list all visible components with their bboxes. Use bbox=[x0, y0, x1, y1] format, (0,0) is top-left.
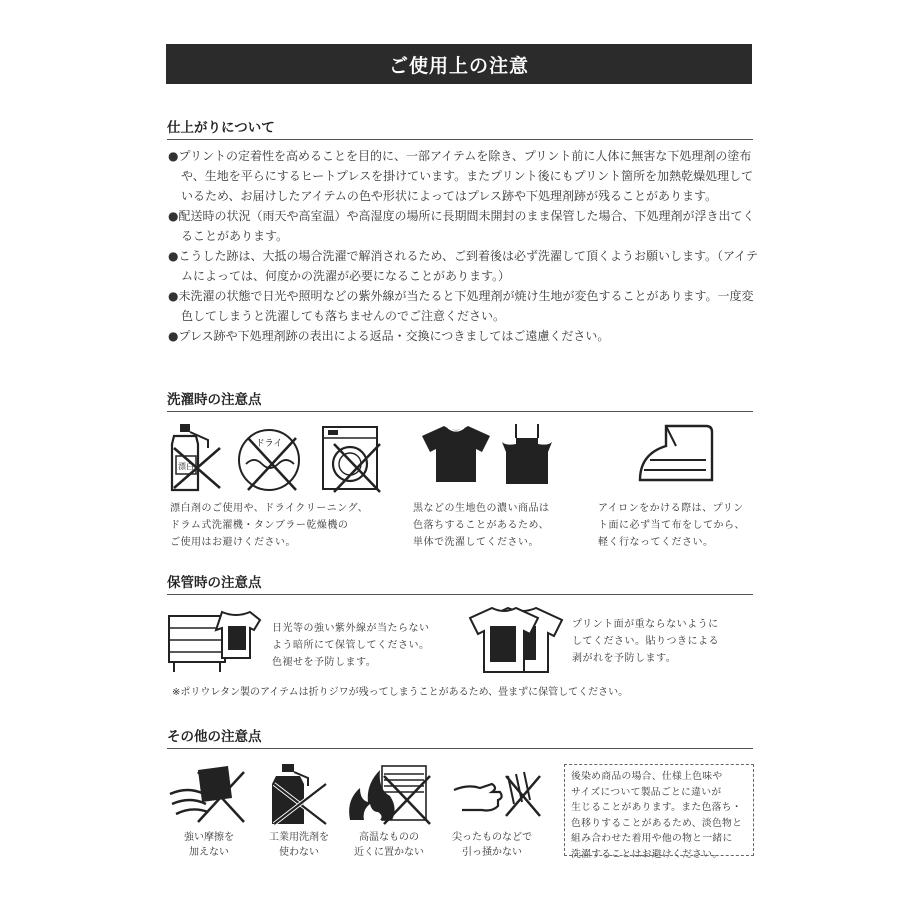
label-line: 尖ったものなどで bbox=[452, 832, 532, 843]
caption-line: ご使用はお避けください。 bbox=[170, 537, 296, 548]
finish-note-4: ●未洗濯の状態で日光や照明などの紫外線が当たると下処理剤が焼け生地が変色することがあります。一度変色してしまうと洗濯しても落ちませんのでご注意ください。 bbox=[168, 289, 754, 323]
finish-note-1: ●プリントの定着性を高めることを目的に、一部アイテムを除き、プリント前に人体に無害な下処理剤の塗布や、生地を平らにするヒートプレスを掛けています。またプリント後にもプリント箇所を加熱乾燥処理しているため、お届けしたアイテムの色や形状によってはプレス跡や下処理剤跡が残ることがあります。 bbox=[168, 149, 754, 203]
dark-tshirt-icon bbox=[422, 424, 492, 484]
finish-note-2: ●配送時の状況（雨天や高室温）や高湿度の場所に長期間未開封のまま保管した場合、下処理剤が浮き出てくることがあります。 bbox=[168, 209, 755, 243]
box-line: サイズについて製品ごとに違いが bbox=[571, 786, 722, 798]
caption-line: ドラム式洗濯機・タンブラー乾燥機の bbox=[170, 520, 349, 531]
dye-note-box bbox=[564, 764, 754, 860]
caption-line: 剥がれを予防します。 bbox=[572, 653, 677, 664]
label-line: 近くに置かない bbox=[354, 847, 424, 858]
other-label-4 bbox=[442, 830, 542, 860]
caption-line: 軽く行なってください。 bbox=[598, 537, 714, 548]
label-line: 加えない bbox=[189, 847, 229, 858]
dark-apron-icon bbox=[498, 422, 556, 486]
storage-note: ※ポリウレタン製のアイテムは折りジワが残ってしまうことがあるため、畳まずに保管してください。 bbox=[172, 687, 629, 698]
label-line: 工業用洗剤を bbox=[269, 832, 329, 843]
separate-shirts-icon bbox=[470, 604, 566, 674]
no-heat-icon bbox=[346, 764, 430, 826]
caption-line: プリント面が重ならないように bbox=[572, 619, 719, 630]
section-heading-washing: 洗濯時の注意点 bbox=[167, 388, 753, 412]
washing-caption-2 bbox=[413, 500, 550, 551]
other-label-3 bbox=[344, 830, 434, 860]
caption-line: アイロンをかける際は、プリン bbox=[598, 503, 744, 514]
box-line: 組み合わせた着用や他の物と一緒に bbox=[571, 833, 733, 844]
section-heading-storage: 保管時の注意点 bbox=[167, 571, 753, 595]
storage-caption-2 bbox=[572, 616, 719, 667]
page-title: ご使用上の注意 bbox=[166, 44, 752, 84]
finish-note-5: ●プレス跡や下処理剤跡の表出による返品・交換につきましてはご遠慮ください。 bbox=[168, 329, 610, 343]
section-heading-other: その他の注意点 bbox=[167, 725, 753, 749]
no-friction-icon bbox=[168, 764, 246, 824]
label-line: 使わない bbox=[279, 847, 319, 858]
box-line: 色移りすることがあるため、淡色物と bbox=[571, 817, 743, 829]
caption-line: してください。貼りつきによる bbox=[572, 636, 719, 647]
washing-caption-1 bbox=[170, 500, 368, 551]
section-heading-finish: 仕上がりについて bbox=[167, 116, 753, 140]
no-drum-washer-icon bbox=[320, 424, 384, 494]
bleach-tag-label: 漂白 bbox=[178, 462, 194, 471]
iron-icon bbox=[636, 422, 720, 486]
caption-line: ト面に必ず当て布をしてから、 bbox=[598, 520, 745, 531]
caption-line: よう暗所にて保管してください。 bbox=[272, 640, 430, 651]
dry-tag-label: ドライ bbox=[255, 439, 283, 449]
box-line: 生じることがあります。また色落ち・ bbox=[571, 802, 742, 813]
finish-note-3: ●こうした跡は、大抵の場合洗濯で解消されるため、ご到着後は必ず洗濯して頂くようお願いします。（アイテムによっては、何度かの洗濯が必要になることがあります。） bbox=[168, 249, 758, 283]
finish-notes bbox=[168, 146, 758, 346]
box-line: 洗濯することはお避けください。 bbox=[571, 848, 723, 860]
caption-line: 漂白剤のご使用や、ドライクリーニング、 bbox=[170, 503, 369, 514]
caption-line: 単体で洗濯してください。 bbox=[413, 537, 539, 548]
other-label-1 bbox=[164, 830, 254, 860]
washing-caption-3 bbox=[598, 500, 745, 551]
dresser-storage-icon bbox=[166, 608, 262, 674]
caption-line: 色褪せを予防します。 bbox=[272, 657, 377, 668]
label-line: 高温なものの bbox=[359, 832, 419, 843]
label-line: 強い摩擦を bbox=[184, 832, 234, 843]
caption-line: 日光等の強い紫外線が当たらない bbox=[272, 623, 430, 634]
box-line: 後染め商品の場合、仕様上色味や bbox=[571, 771, 723, 782]
storage-caption-1 bbox=[272, 620, 430, 671]
caption-line: 黒などの生地色の濃い商品は bbox=[413, 503, 550, 514]
label-line: 引っ掻かない bbox=[462, 847, 522, 858]
caption-line: 色落ちすることがあるため、 bbox=[413, 520, 550, 531]
other-label-2 bbox=[254, 830, 344, 860]
no-scratching-icon bbox=[452, 766, 542, 826]
no-dry-cleaning-icon bbox=[236, 424, 306, 494]
bleach-bottle-icon bbox=[168, 422, 228, 492]
no-industrial-detergent-icon bbox=[268, 762, 332, 826]
